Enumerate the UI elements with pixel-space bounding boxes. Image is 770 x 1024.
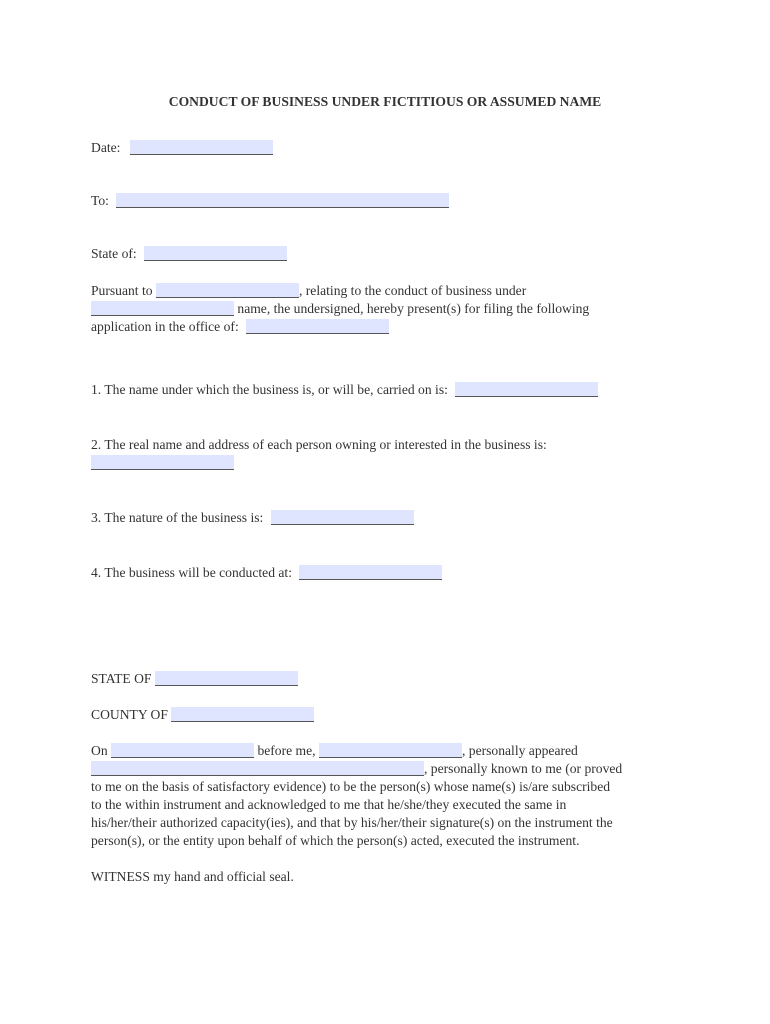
ack-county-row [91, 706, 314, 724]
ack-before-me: before me, [257, 743, 316, 758]
pursuant-line3-text: application in the office of: [91, 319, 239, 334]
ack-line-3: to me on the basis of satisfactory evidence) to be the person(s) whose name(s) is/are subscribed [91, 779, 611, 794]
item-4-text: 4. The business will be conducted at: [91, 565, 292, 580]
state-field[interactable] [144, 246, 287, 261]
state-label: State of: [91, 246, 137, 261]
item-1-text: 1. The name under which the business is, or will be, carried on is: [91, 382, 448, 397]
item-3-text: 3. The nature of the business is: [91, 510, 264, 525]
date-row [91, 139, 273, 157]
office-field[interactable] [246, 319, 389, 334]
to-row [91, 192, 449, 210]
business-name-field[interactable] [455, 382, 598, 397]
notary-name-field[interactable] [319, 743, 462, 758]
state-row [91, 245, 287, 263]
pursuant-line2-text: name, the undersigned, hereby present(s) for filing the following [237, 301, 590, 316]
ack-line-4: to the within instrument and acknowledged to me that he/she/they executed the same in [91, 797, 567, 812]
witness-line: WITNESS my hand and official seal. [91, 869, 294, 884]
item-2-text: 2. The real name and address of each person owning or interested in the business is: [91, 437, 547, 452]
ack-on-label: On [91, 743, 108, 758]
item-4-row [91, 564, 442, 582]
ack-line-6: person(s), or the entity upon behalf of which the person(s) acted, executed the instrument. [91, 833, 580, 848]
item-2-row [91, 436, 547, 454]
ack-line-5: his/her/their authorized capacity(ies), and that by his/her/their signature(s) on the instrument the [91, 815, 613, 830]
ack-state-row [91, 670, 298, 688]
item-3-row [91, 509, 414, 527]
date-field[interactable] [130, 140, 273, 155]
pursuant-pre: Pursuant to [91, 283, 153, 298]
pursuant-field[interactable] [156, 283, 299, 298]
ack-county-label: COUNTY OF [91, 707, 168, 722]
ack-line-1 [91, 742, 578, 760]
pursuant-mid: , relating to the conduct of business under [298, 283, 527, 298]
business-under-field[interactable] [91, 301, 234, 316]
ack-state-field[interactable] [155, 671, 298, 686]
item-2-field-row [91, 454, 234, 472]
to-label: To: [91, 193, 109, 208]
pursuant-line-1 [91, 282, 526, 300]
business-location-field[interactable] [299, 565, 442, 580]
pursuant-line-3 [91, 318, 389, 336]
appearing-person-field[interactable] [91, 761, 424, 776]
ack-date-field[interactable] [111, 743, 254, 758]
ack-personally-known: , personally known to me (or proved [424, 761, 623, 776]
item-1-row [91, 381, 598, 399]
document-title: CONDUCT OF BUSINESS UNDER FICTITIOUS OR ASSUMED NAME [168, 94, 602, 109]
pursuant-line-2 [91, 300, 589, 318]
ack-line-2 [91, 760, 622, 778]
to-field[interactable] [116, 193, 449, 208]
ack-state-label: STATE OF [91, 671, 152, 686]
business-nature-field[interactable] [271, 510, 414, 525]
owner-name-address-field[interactable] [91, 455, 234, 470]
date-label: Date: [91, 140, 121, 155]
ack-personally-appeared: , personally appeared [461, 743, 578, 758]
ack-county-field[interactable] [171, 707, 314, 722]
